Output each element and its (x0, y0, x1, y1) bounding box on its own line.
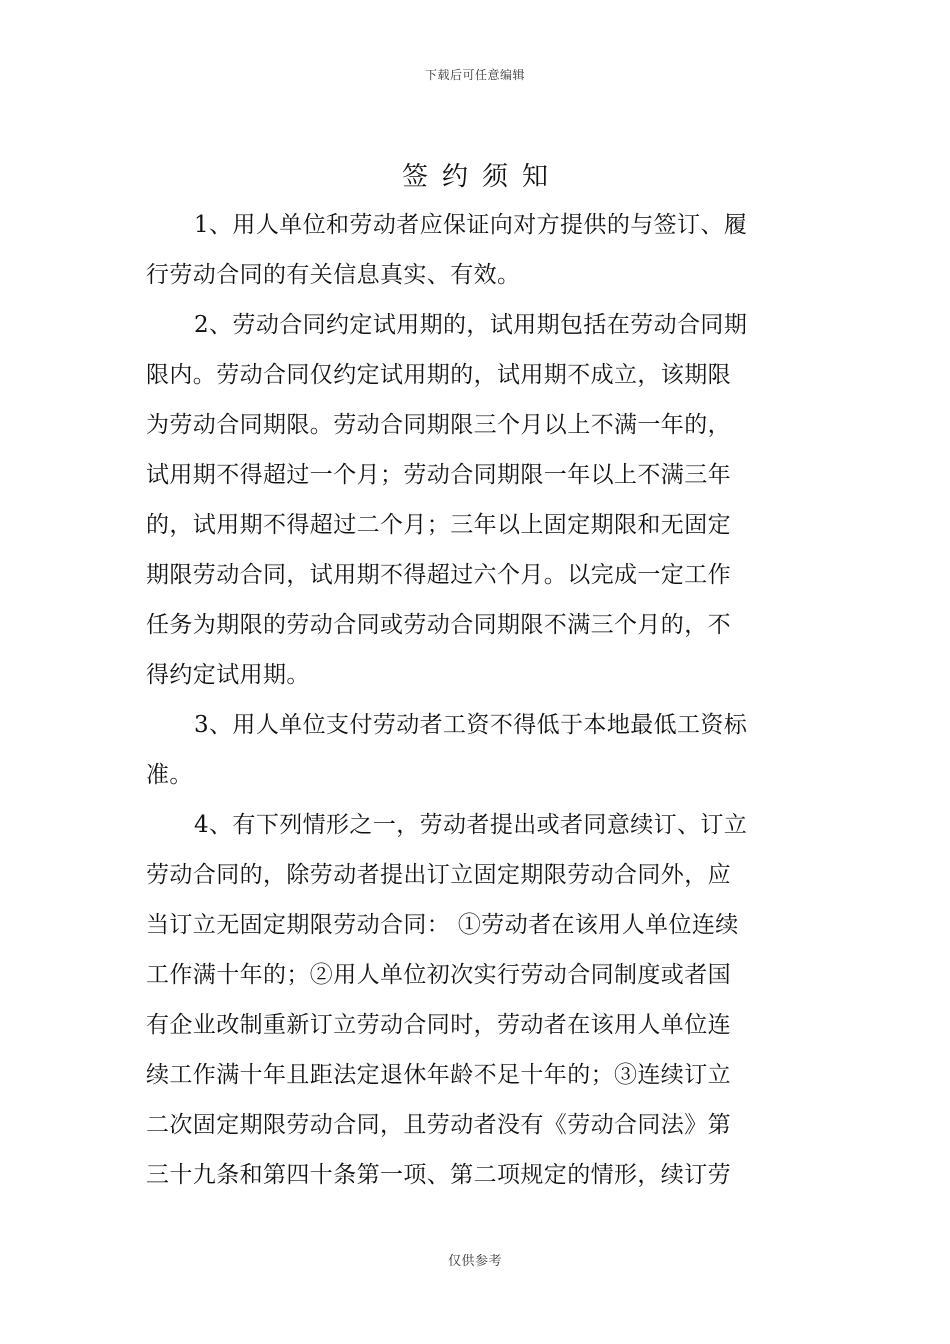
paragraph-line: 限内。劳动合同仅约定试用期的，试用期不成立，该期限 (146, 362, 731, 388)
paragraph-line: 三十九条和第四十条第一项、第二项规定的情形，续订劳 (146, 1162, 731, 1188)
footer-note: 仅供参考 (447, 1254, 502, 1269)
paragraph-line: 任务为期限的劳动合同或劳动合同期限不满三个月的，不 (146, 612, 731, 638)
document-title: 签约须知 (401, 162, 562, 192)
header-note: 下载后可任意编辑 (424, 68, 525, 82)
paragraph-line: 有企业改制重新订立劳动合同时，劳动者在该用人单位连 (146, 1012, 731, 1038)
paragraph-line: 4、有下列情形之一，劳动者提出或者同意续订、订立 (194, 812, 748, 838)
paragraph-line: 续工作满十年且距法定退休年龄不足十年的；③连续订立 (146, 1062, 731, 1088)
paragraph-line: 的，试用期不得超过二个月；三年以上固定期限和无固定 (146, 512, 731, 538)
paragraph-line: 二次固定期限劳动合同，且劳动者没有《劳动合同法》第 (146, 1112, 731, 1138)
paragraph-4 (146, 800, 806, 1200)
paragraph-line: 期限劳动合同，试用期不得超过六个月。以完成一定工作 (146, 562, 731, 588)
paragraph-line: 为劳动合同期限。劳动合同期限三个月以上不满一年的， (146, 412, 731, 438)
paragraph-line: 3、用人单位支付劳动者工资不得低于本地最低工资标 (194, 712, 748, 738)
paragraph-line: 准。 (146, 762, 193, 788)
paragraph-line: 工作满十年的；②用人单位初次实行劳动合同制度或者国 (146, 962, 731, 988)
paragraph-line: 试用期不得超过一个月；劳动合同期限一年以上不满三年 (146, 462, 731, 488)
paragraph-line: 行劳动合同的有关信息真实、有效。 (146, 262, 521, 288)
paragraph-1 (146, 200, 806, 300)
document-body (146, 200, 806, 1200)
paragraph-line: 1、用人单位和劳动者应保证向对方提供的与签订、履 (194, 212, 748, 238)
paragraph-line: 2、劳动合同约定试用期的，试用期包括在劳动合同期 (194, 312, 748, 338)
paragraph-2 (146, 300, 806, 700)
paragraph-3 (146, 700, 806, 800)
paragraph-line: 当订立无固定期限劳动合同： ①劳动者在该用人单位连续 (146, 912, 739, 938)
paragraph-line: 劳动合同的，除劳动者提出订立固定期限劳动合同外，应 (146, 862, 731, 888)
paragraph-line: 得约定试用期。 (146, 662, 310, 688)
